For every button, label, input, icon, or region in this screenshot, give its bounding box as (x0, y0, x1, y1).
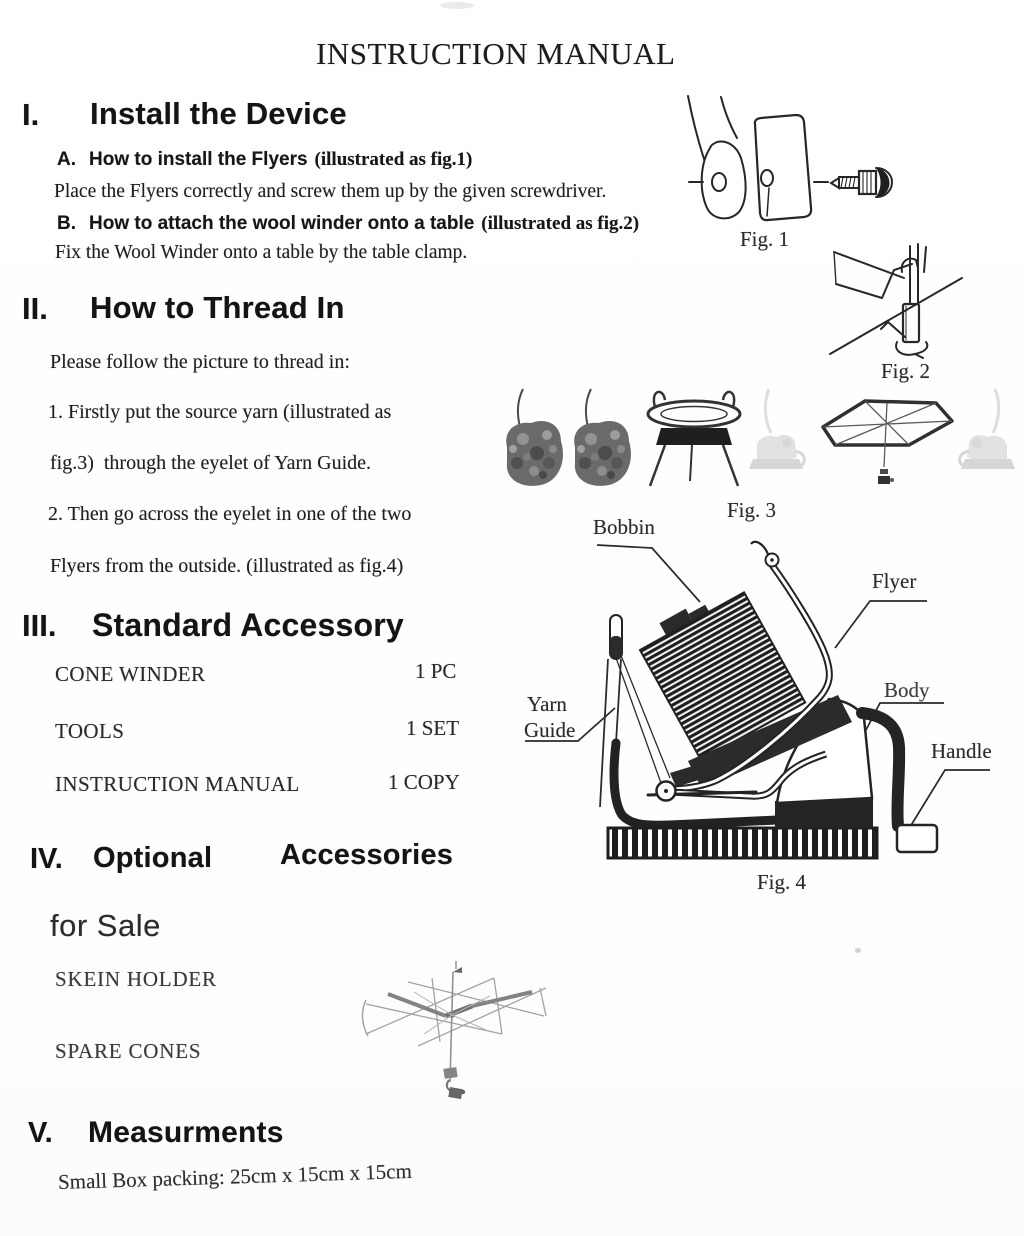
section-1-number: I. (22, 97, 40, 132)
label-body: Body (884, 678, 930, 702)
section-1-title: Install the Device (90, 96, 347, 131)
section-2-number: II. (22, 291, 48, 326)
accessory-name: TOOLS (55, 719, 125, 743)
top-eyelet-center (770, 558, 774, 562)
label-yarn: Yarn (527, 692, 567, 716)
fig2-illustration (818, 232, 1014, 356)
page-title: INSTRUCTION MANUAL (316, 36, 676, 71)
thread-step1-line2: fig.3) through the eyelet of Yarn Guide. (50, 452, 372, 474)
bottom-pulley-center (664, 789, 668, 793)
device-base (608, 828, 877, 858)
section-5-title: Measurments (88, 1116, 284, 1149)
thread-step1-line1: 1. Firstly put the source yarn (illustrated as (48, 401, 392, 423)
yarn-guide-post-shade (610, 636, 622, 659)
fig4-caption: Fig. 4 (757, 870, 807, 894)
handle-knob (897, 825, 937, 852)
faint-winder (960, 389, 1015, 469)
measurements-body: Small Box packing: 25cm x 15cm x 15cm (57, 1158, 413, 1194)
scan-speck (855, 948, 861, 953)
skein-holder-illustration (352, 942, 557, 1110)
section-4-title-line2: for Sale (50, 908, 161, 943)
label-handle: Handle (931, 739, 992, 763)
subitem-b-title: How to attach the wool winder onto a table (89, 213, 475, 234)
fig3-caption: Fig. 3 (727, 498, 777, 522)
flyer-hook (751, 542, 768, 554)
section-3-title: Standard Accessory (92, 607, 404, 643)
label-flyer: Flyer (872, 569, 917, 593)
accessory-name: INSTRUCTION MANUAL (55, 772, 300, 796)
subitem-b-body: Fix the Wool Winder onto a table by the table clamp. (55, 242, 468, 263)
subitem-a-marker: A. (57, 149, 76, 170)
thread-step2-line1: 2. Then go across the eyelet in one of the two (48, 503, 412, 525)
thread-step2-line2: Flyers from the outside. (illustrated as fig.4) (50, 555, 404, 577)
section-4-title-word1: Optional (93, 842, 213, 874)
fig2-caption: Fig. 2 (881, 359, 931, 383)
optional-item: SPARE CONES (55, 1039, 202, 1063)
scan-smudge (440, 2, 474, 9)
section-2-title: How to Thread In (90, 290, 345, 325)
faint-winder (749, 389, 804, 469)
yarn-cake (506, 421, 563, 486)
subitem-a-title: How to install the Flyers (89, 149, 308, 170)
section-5-number: V. (28, 1117, 53, 1149)
accessory-name: CONE WINDER (55, 662, 206, 686)
swift-stand (648, 392, 740, 486)
thread-intro: Please follow the picture to thread in: (50, 351, 350, 373)
subitem-b (57, 213, 639, 235)
fig1-caption: Fig. 1 (740, 227, 790, 251)
subitem-a (57, 149, 472, 171)
accessory-qty: 1 PC (415, 659, 457, 683)
yarn-strand (586, 389, 591, 427)
fig1-illustration (655, 82, 910, 232)
accessory-qty: 1 COPY (388, 770, 460, 794)
subitem-b-marker: B. (57, 213, 76, 234)
yarn-strand (518, 389, 523, 427)
section-4-title-word2: Accessories (280, 839, 454, 871)
section-4-number: IV. (30, 843, 63, 875)
skein-stretcher (823, 401, 952, 484)
subitem-a-body: Place the Flyers correctly and screw them up by the given screwdriver. (54, 181, 607, 202)
subitem-b-note: (illustrated as fig.2) (481, 213, 640, 234)
fig4-illustration (520, 515, 1012, 867)
optional-item: SKEIN HOLDER (55, 967, 217, 991)
label-bobbin: Bobbin (593, 515, 655, 539)
label-guide: Guide (524, 718, 576, 742)
fig3-illustration (493, 383, 1013, 495)
yarn-cake (574, 421, 631, 486)
subitem-a-note: (illustrated as fig.1) (314, 149, 473, 170)
accessory-qty: 1 SET (406, 716, 460, 740)
section-3-number: III. (22, 608, 57, 643)
